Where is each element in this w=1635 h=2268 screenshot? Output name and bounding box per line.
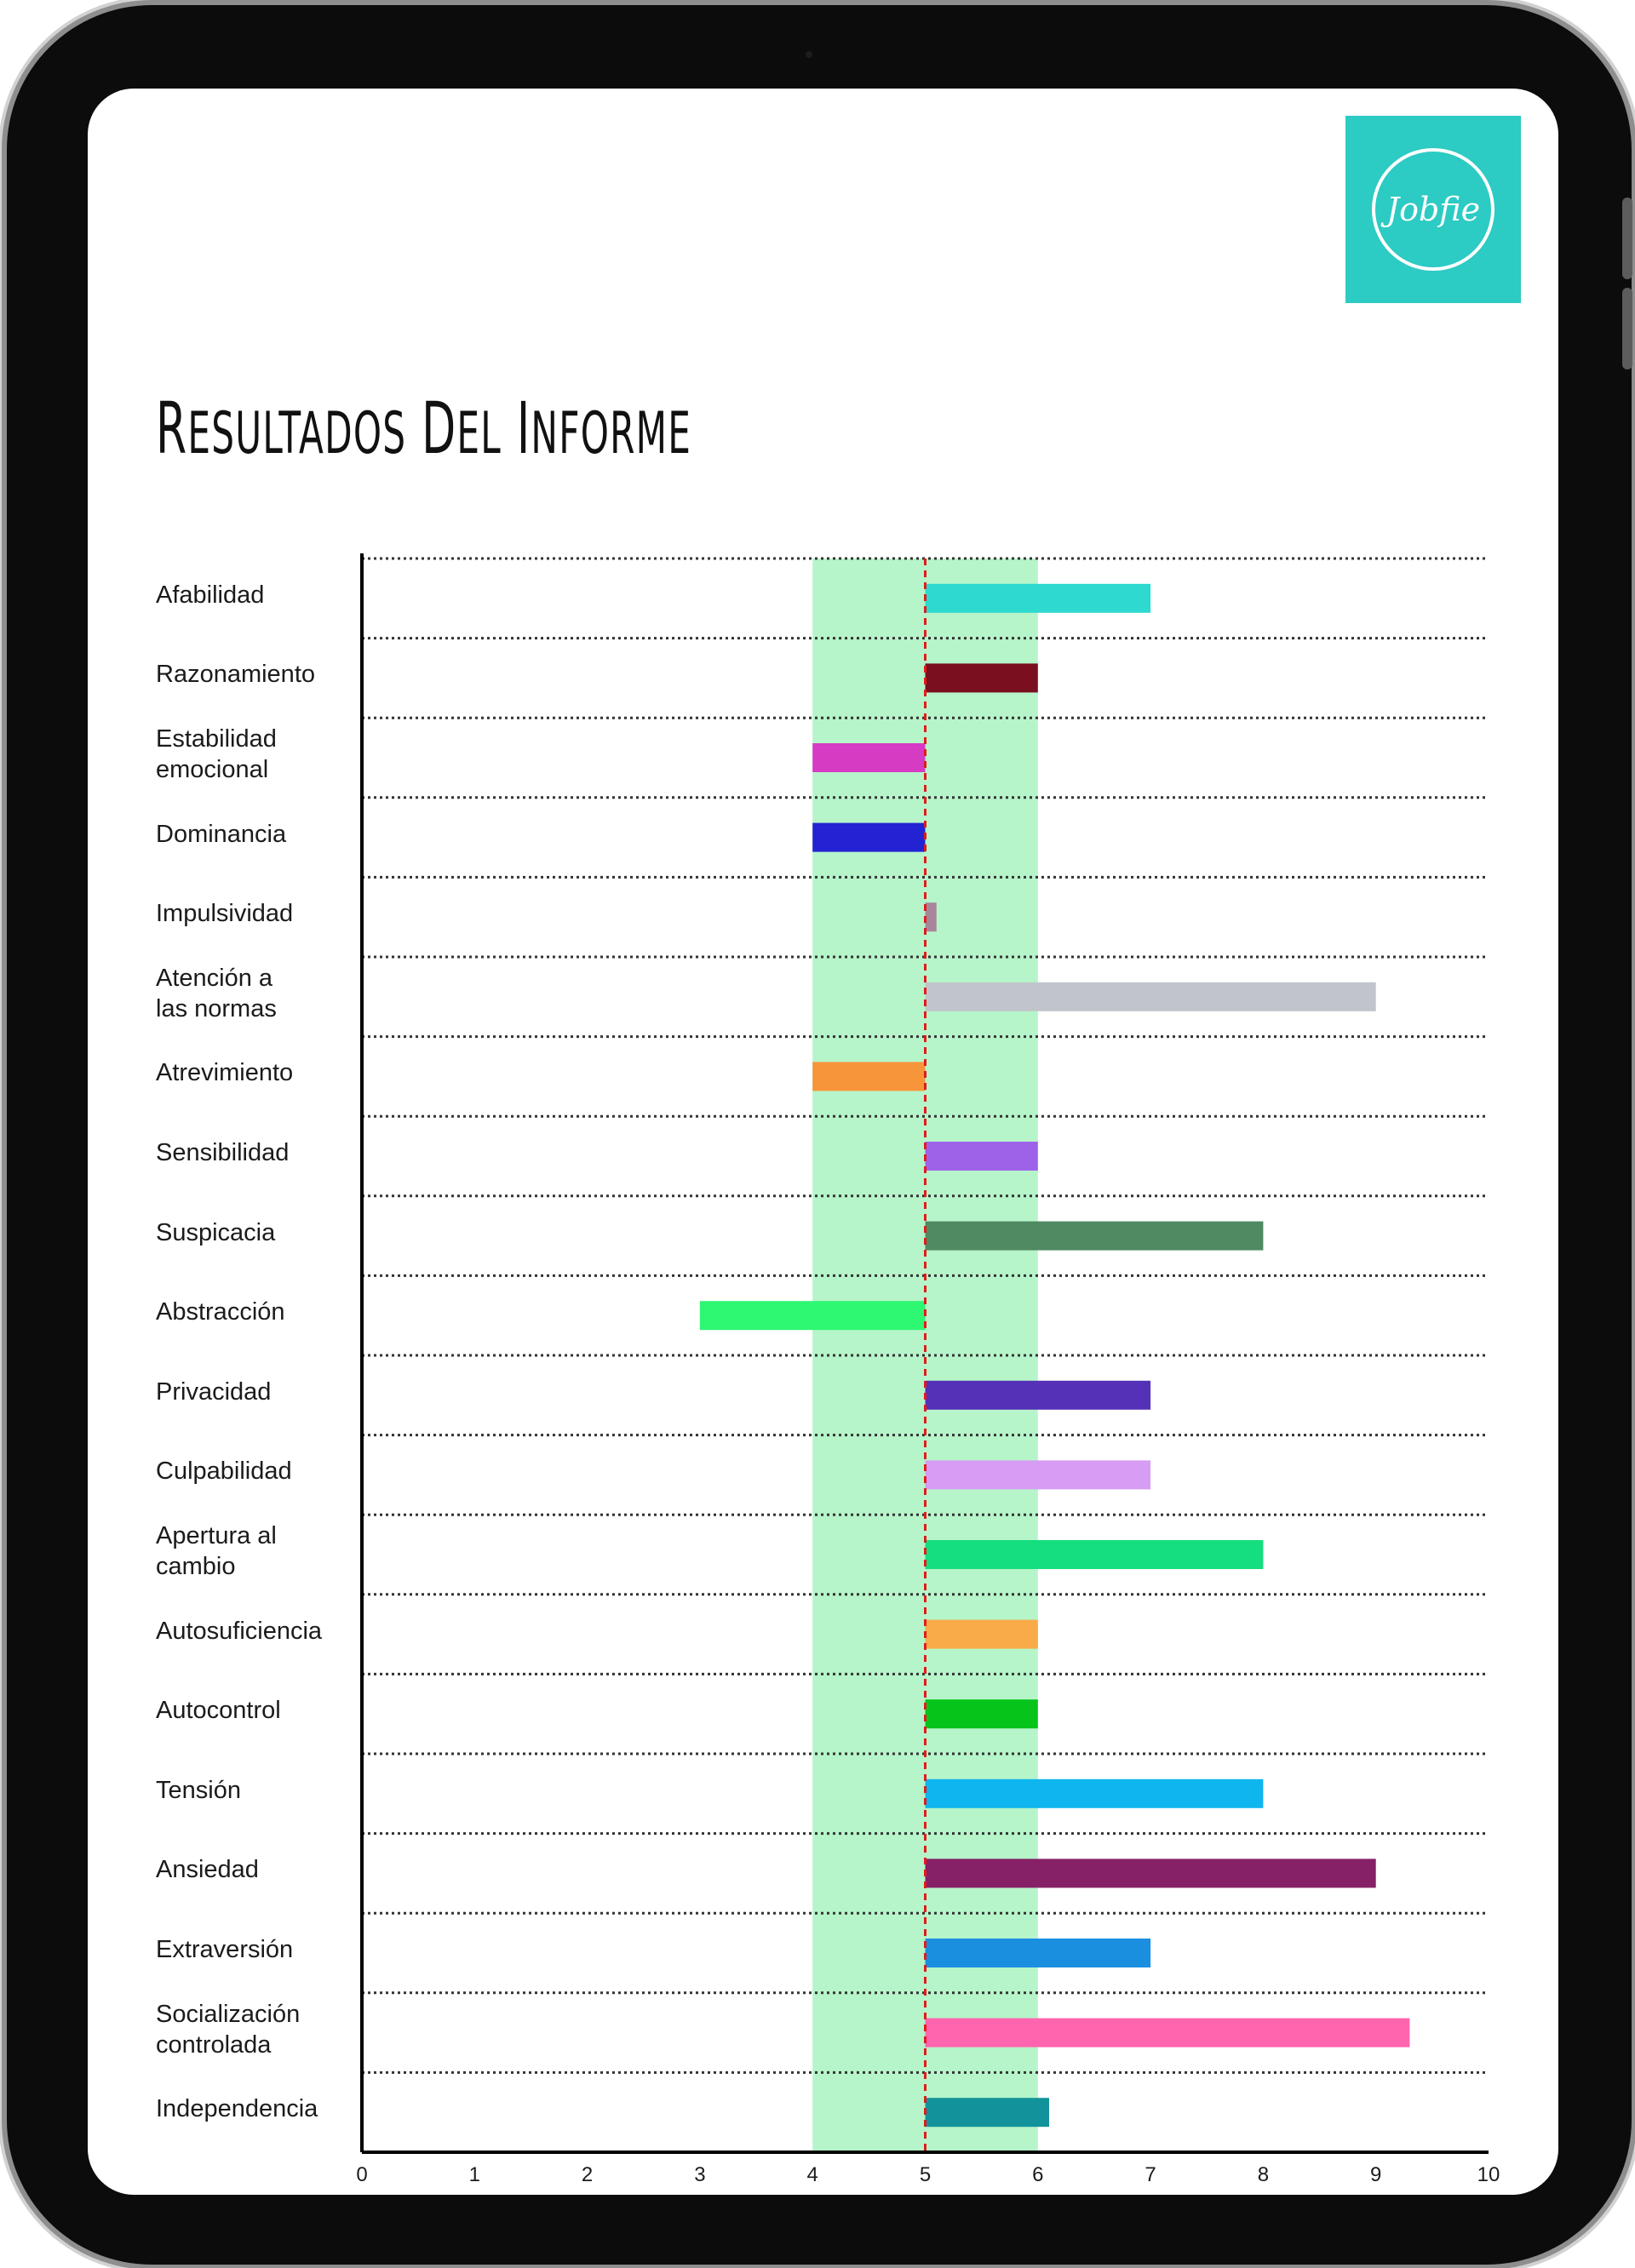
x-tick-label: 8 [1257,2163,1270,2186]
bar [926,1381,1151,1410]
category-label: Extraversión [156,1936,294,1963]
category-label: Razonamiento [156,661,315,689]
bar [926,1540,1264,1569]
category-label: Autosuficiencia [156,1617,323,1645]
bar [926,2019,1410,2048]
category-label: Atención a las normas [156,964,277,1022]
x-tick-label: 6 [1032,2163,1044,2186]
bar [926,663,1038,692]
bar [926,584,1151,613]
category-label: Independencia [156,2095,318,2123]
category-label: Abstracción [156,1298,285,1326]
bar-chart [88,89,1558,2195]
x-tick-label: 0 [356,2163,368,2186]
x-tick-label: 2 [581,2163,594,2186]
report-screen [88,89,1558,2195]
category-label: Estabilidad emocional [156,725,277,783]
bar [926,982,1376,1011]
category-label: Privacidad [156,1377,272,1406]
bar [812,1062,925,1091]
front-camera [806,51,812,58]
bar [926,1460,1151,1489]
category-label: Impulsividad [156,900,294,928]
x-tick-label: 5 [919,2163,932,2186]
bar [926,1620,1038,1649]
category-label: Autocontrol [156,1697,281,1725]
page-title: RESULTADOS DEL INFORME [156,387,692,470]
tablet-frame [7,5,1632,2265]
category-label: Dominancia [156,820,287,848]
bar [926,902,937,931]
category-label: Afabilidad [156,581,265,609]
bar [926,1858,1376,1887]
category-label: Suspicacia [156,1218,276,1246]
bar [926,1142,1038,1171]
bar [926,1939,1151,1967]
x-tick-label: 1 [468,2163,480,2186]
logo-text: Jobfie [1385,191,1481,228]
category-label: Culpabilidad [156,1458,292,1486]
category-label: Atrevimiento [156,1059,294,1087]
category-label: Tensión [156,1776,241,1804]
category-label: Apertura al cambio [156,1522,277,1580]
x-tick-label: 9 [1370,2163,1382,2186]
bar [926,1779,1264,1808]
x-tick-label: 10 [1477,2163,1500,2186]
bar [812,743,925,772]
category-label: Sensibilidad [156,1139,290,1166]
bar [700,1301,926,1330]
bar [926,1699,1038,1728]
category-label: Ansiedad [156,1856,259,1884]
bar [926,2098,1050,2127]
volume-button-upper[interactable] [1622,198,1632,279]
bar [926,1222,1264,1251]
x-tick-label: 4 [806,2163,818,2186]
volume-button-lower[interactable] [1622,288,1632,369]
x-tick-label: 3 [694,2163,706,2186]
x-tick-label: 7 [1144,2163,1156,2186]
category-label: Socialización controlada [156,2000,301,2059]
bar [812,823,925,852]
